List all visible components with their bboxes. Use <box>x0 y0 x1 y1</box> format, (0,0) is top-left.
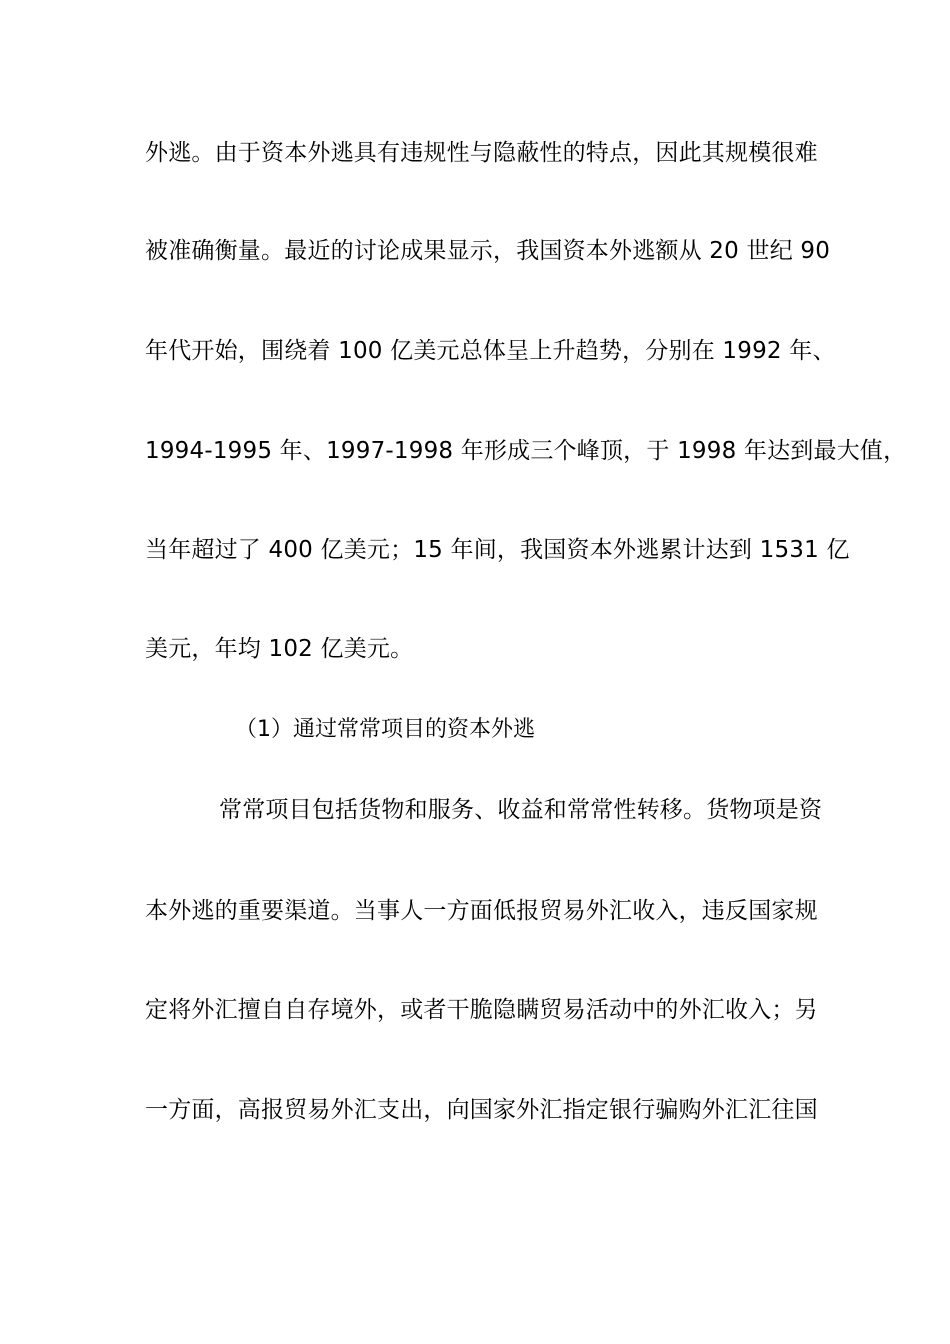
paragraph2-line-4: 一方面，高报贸易外汇支出，向国家外汇指定银行骗购外汇汇往国 <box>145 1097 818 1123</box>
paragraph1-line-1: 外逃。由于资本外逃具有违规性与隐蔽性的特点，因此其规模很难 <box>145 140 818 166</box>
paragraph1-line-6: 美元，年均 102 亿美元。 <box>145 636 414 662</box>
paragraph2-line-1: 常常项目包括货物和服务、收益和常常性转移。货物项是资 <box>219 797 823 823</box>
paragraph2-line-3: 定将外汇擅自自存境外，或者干脆隐瞒贸易活动中的外汇收入；另 <box>145 997 818 1023</box>
paragraph2-line-2: 本外逃的重要渠道。当事人一方面低报贸易外汇收入，违反国家规 <box>145 898 818 924</box>
paragraph1-line-2: 被准确衡量。最近的讨论成果显示，我国资本外逃额从 20 世纪 90 <box>145 238 831 264</box>
paragraph1-line-4: 1994-1995 年、1997-1998 年形成三个峰顶，于 1998 年达到最大值， <box>145 438 907 464</box>
section-heading: （1）通过常常项目的资本外逃 <box>235 717 535 742</box>
paragraph1-line-3: 年代开始，围绕着 100 亿美元总体呈上升趋势，分别在 1992 年、 <box>145 338 836 364</box>
paragraph1-line-5: 当年超过了 400 亿美元；15 年间，我国资本外逃累计达到 1531 亿 <box>145 537 850 563</box>
